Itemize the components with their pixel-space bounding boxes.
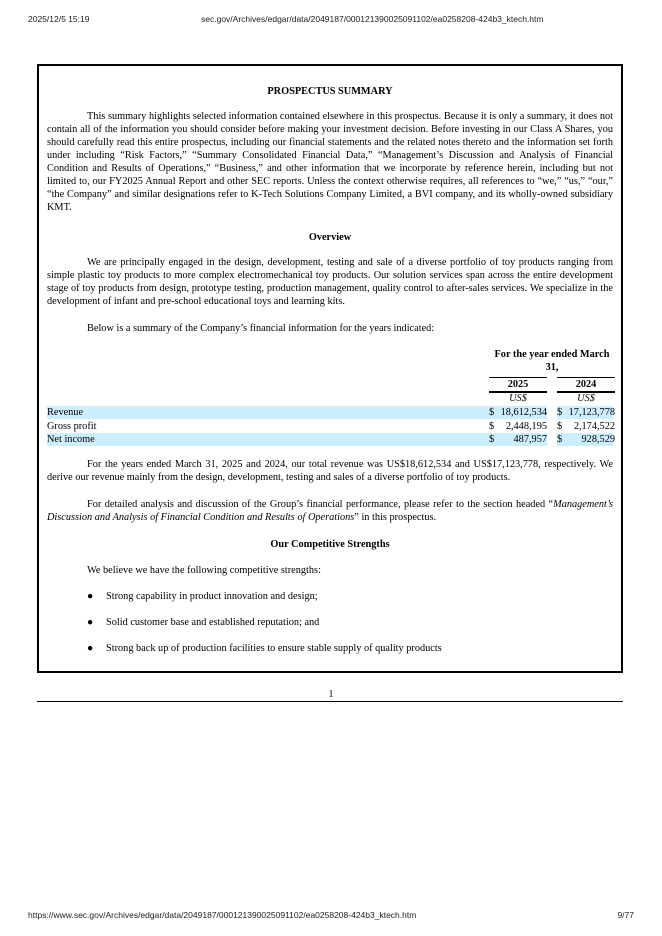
prospectus-summary-box (37, 64, 623, 673)
summary-intro: Below is a summary of the Company’s financial information for the years indicated: (87, 323, 435, 334)
mdna-reference: Management’s Discussion and Analysis of Financial Condition and Results of Operations (47, 499, 613, 523)
list-item: ● Strong capability in product innovation and design; (87, 591, 318, 602)
footer-page-count: 9/77 (617, 910, 634, 920)
revenue-paragraph: For the years ended March 31, 2025 and 2024, our total revenue was US$18,612,534 and US$17,123,778, respectively. We derive our revenue mainly from the design, development, testing and sales of a diverse portfolio of toy products. (47, 459, 613, 483)
print-url: sec.gov/Archives/edgar/data/2049187/000121390025091102/ea0258208-424b3_ktech.htm (201, 14, 544, 24)
year-header-2024: 2024 (557, 377, 615, 393)
analysis-paragraph: For detailed analysis and discussion of the Group’s financial performance, please refer to the section headed “Management’s Discussion and Analysis of Financial Condition and Results of Operations” in this prospectus. (47, 499, 613, 523)
print-datetime: 2025/12/5 15:19 (28, 14, 90, 24)
bullet-icon: ● (87, 643, 94, 654)
table-row-gross-profit: Gross profit $ 2,448,195 $ 2,174,522 (47, 421, 615, 432)
currency-2025: US$ (509, 393, 527, 404)
year-header-2025: 2025 (489, 377, 547, 393)
footer-url: https://www.sec.gov/Archives/edgar/data/2049187/000121390025091102/ea0258208-424b3_ktech.htm (28, 910, 417, 920)
bullet-icon: ● (87, 617, 94, 628)
row-label: Gross profit (47, 421, 97, 432)
row-label: Revenue (47, 407, 84, 418)
page-title: PROSPECTUS SUMMARY (267, 86, 393, 97)
page-divider (37, 701, 623, 702)
strengths-list (47, 590, 613, 668)
overview-heading: Overview (308, 232, 352, 243)
table-header: For the year ended March 31, (494, 349, 610, 373)
row-label: Net income (47, 434, 95, 445)
bullet-icon: ● (87, 591, 94, 602)
list-item: ● Solid customer base and established reputation; and (87, 617, 320, 628)
table-row-revenue: Revenue $ 18,612,534 $ 17,123,778 (47, 407, 615, 418)
intro-paragraph: This summary highlights selected information contained elsewhere in this prospectus. Because it is only a summary, it does not contain all of the information you should consider before making your investment decision. Before investing in our Class A Shares, you should carefully read this entire prospectus, including our financial statements and the related notes thereto and the information set forth under including “Risk Factors,” “Summary Consolidated Financial Data,” “Management’s Discussion and Analysis of Financial Condition and Results of Operations,” “Business,” and other information that we incorporate by reference herein, including but not limited to, our FY2025 Annual Report and other SEC reports. Unless the context otherwise requires, all references to “we,” “us,” “our,” “the Company” and similar designations refer to K-Tech Solutions Company Limited, a BVI company, and its wholly-owned subsidiary KMT. (47, 111, 613, 213)
strengths-heading: Our Competitive Strengths (270, 539, 390, 550)
page-number: 1 (328, 689, 334, 700)
currency-2024: US$ (577, 393, 595, 404)
table-row-net-income: Net income $ 487,957 $ 928,529 (47, 434, 615, 445)
overview-paragraph: We are principally engaged in the design, development, testing and sale of a diverse portfolio of toy products ranging from simple plastic toy products to more complex electromechanical toy products. Our solution services span across the entire development stage of toy products from design, prototype testing, production management, quality control to after-sales services. We specialize in the development of infant and pre-school educational toys and learning kits. (47, 257, 613, 307)
strengths-intro: We believe we have the following competitive strengths: (87, 565, 321, 576)
list-item: ● Strong back up of production facilities to ensure stable supply of quality products (87, 643, 442, 654)
